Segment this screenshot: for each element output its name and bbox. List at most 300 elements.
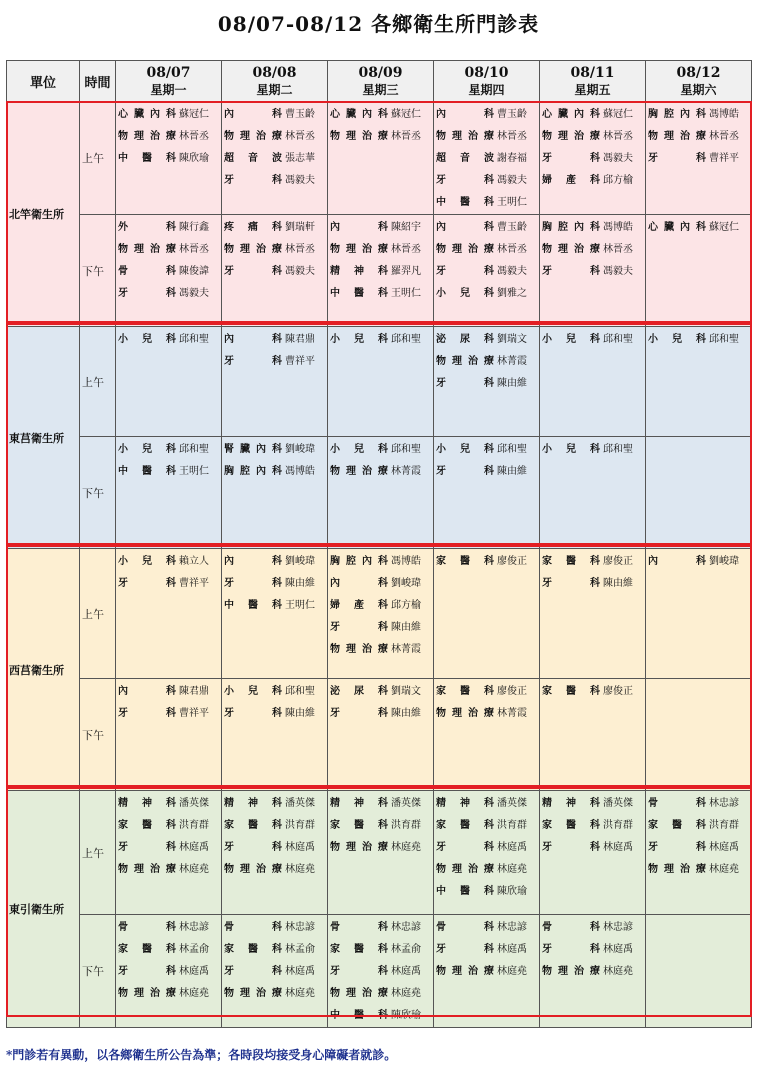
clinic-entry — [540, 329, 645, 351]
department-name: 中醫科 — [224, 600, 282, 611]
clinic-entry — [116, 837, 221, 859]
clinic-entry — [434, 703, 539, 725]
department-name: 腎臟內科 — [224, 444, 282, 455]
unit-name: 西莒衛生所 — [7, 549, 80, 791]
clinic-entry — [116, 551, 221, 573]
doctor-name: 林庭堯 — [603, 966, 633, 977]
clinic-entry — [222, 261, 327, 283]
department-name: 物理治療 — [330, 466, 388, 477]
header-weekday: 星期三 — [362, 82, 399, 97]
clinic-entry — [540, 793, 645, 815]
department-name: 小兒科 — [118, 334, 176, 345]
department-name: 牙科 — [330, 966, 388, 977]
schedule-cell — [222, 679, 328, 791]
schedule-cell — [434, 437, 540, 549]
schedule-cell — [646, 679, 752, 791]
clinic-entry — [540, 439, 645, 461]
clinic-entry — [434, 793, 539, 815]
department-name: 小兒科 — [224, 686, 282, 697]
doctor-name: 馮毅夫 — [285, 175, 315, 186]
clinic-entry — [540, 148, 645, 170]
doctor-name: 劉峻瑋 — [391, 578, 421, 589]
schedule-cell — [646, 915, 752, 1028]
doctor-name: 賴立人 — [179, 556, 209, 567]
department-name: 心臟內科 — [330, 109, 388, 120]
doctor-name: 廖俊正 — [603, 556, 633, 567]
clinic-entry — [328, 261, 433, 283]
header-date: 08/08 — [252, 64, 297, 81]
schedule-cell — [434, 915, 540, 1028]
clinic-entry — [540, 170, 645, 192]
department-name: 牙科 — [118, 708, 176, 719]
doctor-name: 林晉丞 — [391, 131, 421, 142]
clinic-entry — [540, 681, 645, 703]
clinic-entry — [328, 217, 433, 239]
department-name: 精神科 — [542, 798, 600, 809]
department-name: 精神科 — [436, 798, 494, 809]
doctor-name: 陳紹宇 — [391, 222, 421, 233]
department-name: 物理治療 — [330, 131, 388, 142]
clinic-entry — [222, 239, 327, 261]
doctor-name: 馮博皓 — [709, 109, 739, 120]
doctor-name: 林庭堯 — [497, 966, 527, 977]
clinic-entry — [434, 439, 539, 461]
department-name: 小兒科 — [330, 334, 388, 345]
doctor-name: 馮毅夫 — [179, 288, 209, 299]
doctor-name: 謝春福 — [497, 153, 527, 164]
department-name: 內科 — [224, 556, 282, 567]
department-name: 中醫科 — [330, 288, 388, 299]
department-name: 外科 — [118, 222, 176, 233]
clinic-entry — [222, 917, 327, 939]
doctor-name: 陳由維 — [285, 708, 315, 719]
header-weekday: 星期四 — [468, 82, 505, 97]
clinic-entry — [328, 837, 433, 859]
department-name: 物理治療 — [330, 244, 388, 255]
header-weekday: 星期二 — [256, 82, 293, 97]
clinic-entry — [222, 148, 327, 170]
schedule-cell — [646, 437, 752, 549]
department-name: 物理治療 — [224, 864, 282, 875]
department-name: 牙科 — [330, 708, 388, 719]
doctor-name: 林晉丞 — [603, 244, 633, 255]
doctor-name: 邱和聖 — [709, 334, 739, 345]
clinic-entry — [116, 703, 221, 725]
clinic-entry — [116, 573, 221, 595]
doctor-name: 洪育群 — [391, 820, 421, 831]
clinic-entry — [434, 329, 539, 351]
clinic-entry — [540, 551, 645, 573]
clinic-entry — [328, 815, 433, 837]
schedule-row — [7, 102, 752, 215]
doctor-name: 邱和聖 — [497, 444, 527, 455]
department-name: 小兒科 — [648, 334, 706, 345]
doctor-name: 林晉丞 — [285, 244, 315, 255]
department-name: 內科 — [330, 222, 388, 233]
doctor-name: 林忠諺 — [709, 798, 739, 809]
header-unit: 單位 — [7, 61, 80, 102]
department-name: 牙科 — [648, 153, 706, 164]
department-name: 內科 — [224, 334, 282, 345]
department-name: 牙科 — [224, 966, 282, 977]
schedule-cell — [540, 102, 646, 215]
clinic-entry — [116, 439, 221, 461]
clinic-entry — [328, 703, 433, 725]
department-name: 牙科 — [436, 842, 494, 853]
clinic-entry — [434, 917, 539, 939]
clinic-entry — [222, 961, 327, 983]
department-name: 精神科 — [330, 266, 388, 277]
department-name: 牙科 — [224, 578, 282, 589]
doctor-name: 曹祥平 — [285, 356, 315, 367]
department-name: 牙科 — [118, 966, 176, 977]
clinic-entry — [328, 961, 433, 983]
clinic-entry — [222, 439, 327, 461]
clinic-entry — [434, 283, 539, 305]
session-time: 上午 — [80, 327, 116, 437]
session-time: 下午 — [80, 915, 116, 1028]
doctor-name: 林庭禹 — [179, 842, 209, 853]
department-name: 骨科 — [118, 922, 176, 933]
footnote: *門診若有異動，以各鄉衛生所公告為準；各時段均接受身心障礙者就診。 — [6, 1048, 397, 1062]
doctor-name: 林庭堯 — [179, 864, 209, 875]
schedule-cell — [328, 791, 434, 915]
doctor-name: 羅羿凡 — [391, 266, 421, 277]
doctor-name: 劉瑞文 — [391, 686, 421, 697]
department-name: 牙科 — [436, 944, 494, 955]
department-name: 物理治療 — [118, 244, 176, 255]
doctor-name: 邱和聖 — [285, 686, 315, 697]
clinic-entry — [328, 239, 433, 261]
doctor-name: 林庭禹 — [391, 966, 421, 977]
clinic-entry — [434, 859, 539, 881]
doctor-name: 陳俊諱 — [179, 266, 209, 277]
department-name: 心臟內科 — [542, 109, 600, 120]
header-weekday: 星期五 — [574, 82, 611, 97]
doctor-name: 廖俊正 — [603, 686, 633, 697]
doctor-name: 陳君鼎 — [285, 334, 315, 345]
doctor-name: 洪育群 — [603, 820, 633, 831]
doctor-name: 林菁霞 — [391, 466, 421, 477]
clinic-entry — [646, 126, 751, 148]
department-name: 胸腔內科 — [330, 556, 388, 567]
doctor-name: 王明仁 — [285, 600, 315, 611]
doctor-name: 劉峻瑋 — [285, 444, 315, 455]
department-name: 骨科 — [648, 798, 706, 809]
clinic-entry — [646, 859, 751, 881]
schedule-cell — [222, 215, 328, 327]
schedule-cell — [222, 102, 328, 215]
clinic-entry — [434, 815, 539, 837]
doctor-name: 王明仁 — [391, 288, 421, 299]
clinic-entry — [646, 551, 751, 573]
clinic-entry — [540, 815, 645, 837]
department-name: 家醫科 — [436, 686, 494, 697]
clinic-entry — [222, 837, 327, 859]
department-name: 內科 — [330, 578, 388, 589]
session-time: 下午 — [80, 437, 116, 549]
clinic-entry — [222, 551, 327, 573]
doctor-name: 林庭禹 — [603, 944, 633, 955]
clinic-entry — [434, 104, 539, 126]
clinic-entry — [222, 329, 327, 351]
department-name: 胸腔內科 — [648, 109, 706, 120]
department-name: 家醫科 — [118, 944, 176, 955]
unit-name: 東莒衛生所 — [7, 327, 80, 549]
department-name: 小兒科 — [330, 444, 388, 455]
doctor-name: 陳欣瑜 — [391, 1010, 421, 1021]
department-name: 物理治療 — [436, 708, 494, 719]
department-name: 中醫科 — [436, 197, 494, 208]
schedule-row — [7, 791, 752, 915]
doctor-name: 陳由維 — [603, 578, 633, 589]
page-title: 08/07-08/12 各鄉衛生所門診表 — [217, 12, 540, 36]
doctor-name: 王明仁 — [179, 466, 209, 477]
clinic-entry — [540, 939, 645, 961]
doctor-name: 廖俊正 — [497, 556, 527, 567]
clinic-entry — [434, 148, 539, 170]
department-name: 物理治療 — [224, 244, 282, 255]
clinic-entry — [328, 595, 433, 617]
doctor-name: 林庭堯 — [497, 864, 527, 875]
schedule-cell — [116, 679, 222, 791]
schedule-cell — [646, 549, 752, 679]
doctor-name: 陳由維 — [497, 466, 527, 477]
department-name: 牙科 — [118, 842, 176, 853]
doctor-name: 林忠諺 — [497, 922, 527, 933]
clinic-entry — [222, 170, 327, 192]
department-name: 精神科 — [330, 798, 388, 809]
department-name: 骨科 — [542, 922, 600, 933]
clinic-entry — [328, 104, 433, 126]
department-name: 牙科 — [542, 578, 600, 589]
clinic-entry — [434, 170, 539, 192]
department-name: 家醫科 — [118, 820, 176, 831]
doctor-name: 陳君鼎 — [179, 686, 209, 697]
department-name: 物理治療 — [118, 131, 176, 142]
department-name: 中醫科 — [436, 886, 494, 897]
schedule-cell — [434, 791, 540, 915]
department-name: 超音波 — [224, 153, 282, 164]
clinic-entry — [116, 126, 221, 148]
clinic-entry — [116, 329, 221, 351]
clinic-entry — [116, 681, 221, 703]
doctor-name: 張志華 — [285, 153, 315, 164]
doctor-name: 林庭堯 — [709, 864, 739, 875]
department-name: 內科 — [436, 222, 494, 233]
header-day-mon — [116, 61, 222, 102]
doctor-name: 劉峻瑋 — [709, 556, 739, 567]
clinic-entry — [646, 837, 751, 859]
doctor-name: 陳行鑫 — [179, 222, 209, 233]
department-name: 家醫科 — [436, 556, 494, 567]
doctor-name: 曹玉齡 — [285, 109, 315, 120]
schedule-cell — [540, 437, 646, 549]
department-name: 牙科 — [224, 266, 282, 277]
clinic-entry — [540, 239, 645, 261]
clinic-entry — [434, 373, 539, 395]
doctor-name: 林孟俞 — [285, 944, 315, 955]
doctor-name: 馮博皓 — [285, 466, 315, 477]
schedule-cell — [434, 327, 540, 437]
clinic-entry — [540, 573, 645, 595]
doctor-name: 邱方榆 — [603, 175, 633, 186]
department-name: 物理治療 — [330, 988, 388, 999]
doctor-name: 林菁霞 — [497, 708, 527, 719]
department-name: 小兒科 — [542, 334, 600, 345]
schedule-cell — [222, 437, 328, 549]
header-weekday: 星期一 — [150, 82, 187, 97]
schedule-cell — [222, 327, 328, 437]
doctor-name: 馮毅夫 — [603, 266, 633, 277]
department-name: 牙科 — [436, 266, 494, 277]
doctor-name: 林忠諺 — [603, 922, 633, 933]
header-weekday: 星期六 — [680, 82, 717, 97]
doctor-name: 邱和聖 — [391, 444, 421, 455]
doctor-name: 邱和聖 — [603, 334, 633, 345]
schedule-cell — [116, 791, 222, 915]
schedule-cell — [116, 549, 222, 679]
doctor-name: 林庭禹 — [285, 842, 315, 853]
doctor-name: 陳由維 — [497, 378, 527, 389]
doctor-name: 劉雅之 — [497, 288, 527, 299]
clinic-entry — [328, 126, 433, 148]
clinic-entry — [222, 939, 327, 961]
doctor-name: 劉瑞軒 — [285, 222, 315, 233]
department-name: 家醫科 — [224, 944, 282, 955]
department-name: 家醫科 — [330, 820, 388, 831]
department-name: 小兒科 — [118, 556, 176, 567]
clinic-entry — [540, 104, 645, 126]
doctor-name: 林晉丞 — [179, 244, 209, 255]
session-time: 上午 — [80, 102, 116, 215]
clinic-entry — [328, 617, 433, 639]
department-name: 牙科 — [542, 266, 600, 277]
department-name: 內科 — [224, 109, 282, 120]
clinic-entry — [116, 961, 221, 983]
doctor-name: 林菁霞 — [497, 356, 527, 367]
schedule-cell — [222, 915, 328, 1028]
department-name: 物理治療 — [224, 131, 282, 142]
doctor-name: 林庭禹 — [709, 842, 739, 853]
doctor-name: 蘇冠仁 — [709, 222, 739, 233]
schedule-cell — [116, 915, 222, 1028]
doctor-name: 邱和聖 — [179, 334, 209, 345]
clinic-entry — [540, 961, 645, 983]
doctor-name: 馮毅夫 — [497, 266, 527, 277]
schedule-cell — [328, 102, 434, 215]
header-date: 08/10 — [464, 64, 509, 81]
schedule-cell — [646, 327, 752, 437]
schedule-row — [7, 437, 752, 549]
clinic-entry — [116, 461, 221, 483]
clinic-entry — [540, 126, 645, 148]
header-date: 08/09 — [358, 64, 403, 81]
doctor-name: 林庭堯 — [285, 988, 315, 999]
header-day-sat — [646, 61, 752, 102]
department-name: 牙科 — [224, 175, 282, 186]
clinic-entry — [116, 217, 221, 239]
clinic-entry — [116, 104, 221, 126]
schedule-cell — [222, 791, 328, 915]
clinic-entry — [116, 283, 221, 305]
schedule-cell — [116, 327, 222, 437]
clinic-entry — [116, 917, 221, 939]
department-name: 物理治療 — [118, 864, 176, 875]
clinic-schedule-table — [6, 60, 752, 1028]
clinic-entry — [116, 793, 221, 815]
doctor-name: 洪育群 — [179, 820, 209, 831]
department-name: 內科 — [648, 556, 706, 567]
schedule-row — [7, 215, 752, 327]
clinic-entry — [646, 217, 751, 239]
doctor-name: 劉峻瑋 — [285, 556, 315, 567]
schedule-cell — [646, 791, 752, 915]
department-name: 家醫科 — [648, 820, 706, 831]
clinic-entry — [434, 126, 539, 148]
clinic-entry — [116, 148, 221, 170]
schedule-row — [7, 549, 752, 679]
department-name: 物理治療 — [542, 131, 600, 142]
schedule-cell — [328, 915, 434, 1028]
department-name: 小兒科 — [436, 444, 494, 455]
doctor-name: 潘英傑 — [497, 798, 527, 809]
doctor-name: 林忠諺 — [285, 922, 315, 933]
department-name: 牙科 — [118, 578, 176, 589]
doctor-name: 陳欣瑜 — [497, 886, 527, 897]
doctor-name: 劉瑞文 — [497, 334, 527, 345]
clinic-entry — [328, 461, 433, 483]
department-name: 牙科 — [224, 356, 282, 367]
department-name: 婦產科 — [542, 175, 600, 186]
department-name: 胸腔內科 — [542, 222, 600, 233]
doctor-name: 林庭禹 — [179, 966, 209, 977]
department-name: 骨科 — [118, 266, 176, 277]
session-time: 下午 — [80, 679, 116, 791]
clinic-entry — [328, 939, 433, 961]
department-name: 物理治療 — [436, 244, 494, 255]
department-name: 家醫科 — [542, 820, 600, 831]
clinic-entry — [328, 917, 433, 939]
doctor-name: 林晉丞 — [391, 244, 421, 255]
department-name: 牙科 — [542, 153, 600, 164]
unit-name: 北竿衛生所 — [7, 102, 80, 327]
clinic-entry — [116, 859, 221, 881]
department-name: 牙科 — [224, 708, 282, 719]
session-time: 下午 — [80, 215, 116, 327]
clinic-entry — [434, 261, 539, 283]
department-name: 物理治療 — [224, 988, 282, 999]
doctor-name: 林庭堯 — [391, 842, 421, 853]
doctor-name: 洪育群 — [709, 820, 739, 831]
department-name: 物理治療 — [648, 131, 706, 142]
clinic-entry — [116, 239, 221, 261]
department-name: 家醫科 — [542, 556, 600, 567]
clinic-entry — [328, 639, 433, 661]
schedule-cell — [434, 215, 540, 327]
department-name: 中醫科 — [118, 153, 176, 164]
schedule-cell — [434, 549, 540, 679]
schedule-cell — [646, 215, 752, 327]
doctor-name: 潘英傑 — [391, 798, 421, 809]
doctor-name: 馮毅夫 — [603, 153, 633, 164]
clinic-entry — [434, 351, 539, 373]
doctor-name: 林晉丞 — [179, 131, 209, 142]
clinic-entry — [646, 329, 751, 351]
department-name: 小兒科 — [436, 288, 494, 299]
department-name: 中醫科 — [118, 466, 176, 477]
header-day-thu — [434, 61, 540, 102]
